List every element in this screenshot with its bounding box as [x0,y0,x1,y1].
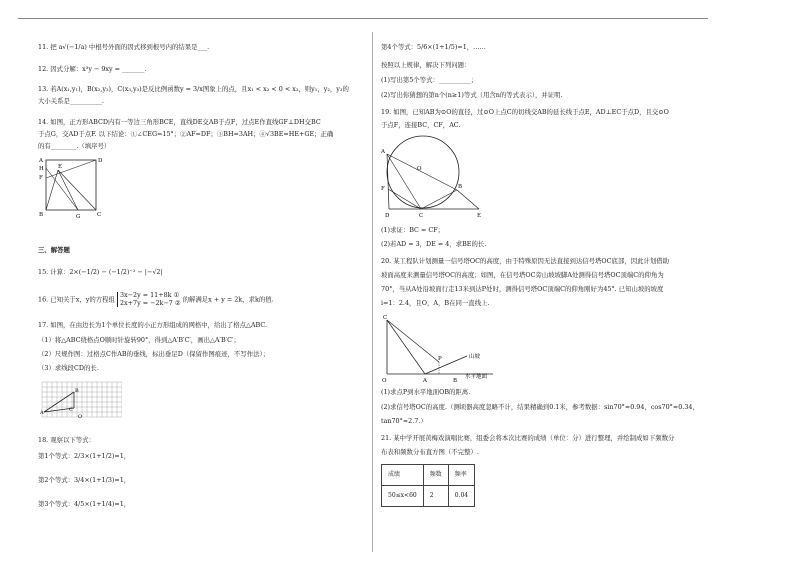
fig20-label-slope: 山坡 [469,354,481,360]
question-20-line3: 70°，当从A处沿坡面行走13米到达P处时，测得信号塔OC顶端C的仰角刚好为45°. 已知山坡的坡度 [381,285,664,293]
fig14-label-F: F [39,175,43,181]
figure-20-tower [381,312,511,384]
figure-14-square [38,156,108,222]
question-18: 18. 观察以下等式： [38,436,95,444]
fig20-label-ground: 水平地面 [465,374,488,380]
equation-2: 第2个等式：3/4×(1+1/3)=1， [38,476,131,484]
eq3-fraction: 4/5 [74,500,85,508]
question-14-line3: 的有________.（填序号） [38,142,111,150]
eq3-paren: (1+1/4) [89,500,115,508]
fig19-label-B: B [458,184,463,190]
question-20-part2: (2)求信号塔OC的高度.（测顷器高度忽略不计，结果精确到0.1米，参考数据：sin70°≈0.94，cos70°≈0.34， [381,403,699,411]
equation-3: 第3个等式：4/5×(1+1/4)=1， [38,500,131,508]
section-heading-3: 三、解答题 [38,246,70,254]
table-cell: 0.04 [448,486,474,507]
eq2-fraction: 3/4 [74,476,85,484]
question-19-line2: 于点F，连接BC，CF，AC. [381,121,461,129]
fig19-label-E: E [477,213,482,218]
eq3-label: 第3个等式： [38,500,75,508]
question-17-part3: （3）求线段CD的长. [38,364,99,372]
fig19-label-A: A [381,149,385,155]
q16-suffix: 的解满足x + y = 2k，求k的值. [182,295,274,304]
table-header-cell: 频数 [423,465,448,486]
question-20-line4: i=1：2.4，且O，A，B在同一直线上. [381,299,490,307]
frequency-table [381,464,475,507]
fig20-label-C: C [383,315,388,321]
question-21-line1: 21. 某中学开展黄梅戏演唱比赛，组委会将本次比赛的成绩（单位：分）进行整理，并绘制成如下频数分 [381,434,675,442]
q18-instruction: 按照以上规律，解决下列问题： [381,61,471,69]
fig14-label-C: C [97,212,102,218]
question-13-line1: 13. 若A(x₁,y₁)，B(x₂,y₂)，C(x₃,y₃)是反比例函数y = 3/x图象上的点，且x₁ < x₂ < 0 < x₃，则y₁，y₂，y₃的 [38,85,349,93]
question-20-part1: (1)求点P到水平地面OB的距离. [381,388,471,396]
q16-eq1: 3x−2y = 11+8k ① [119,291,180,299]
figure-19-circle [381,132,491,218]
equation-4: 第4个等式：5/6×(1+1/5)=1，…… [381,43,486,51]
question-20-part2-cont: tan70°≈2.7.） [381,417,427,425]
top-rule [18,18,708,19]
fig14-label-A: A [39,158,43,164]
table-header-cell: 成绩 [382,465,424,486]
question-14-line2: 于点G，交AD于点F. 以下结论：①∠CEG=15°；②AF=DF；③BH=3AH；④√3BE=HE+GE；正确 [38,130,334,138]
fig17-label-C: C [69,407,73,413]
question-14-line1: 14. 如图，正方形ABCD内有一等边三角形BCE，直线DE交AB于点F，过点E作直线GF⊥DH交BC [38,118,321,126]
fig17-label-O: O [78,414,83,420]
eq2-paren: (1+1/3) [89,476,115,484]
fig14-label-B: B [39,212,44,218]
fig14-label-H: H [39,166,44,172]
question-19-part1: (1)求证：BC = CF； [381,226,445,234]
eq1-label: 第1个等式： [38,452,75,460]
table-header-row [382,465,475,486]
question-20-line2: 坡面高度来测量信号塔OC的高度；如图，在信号塔OC旁山坡坡脚A处测得信号塔OC顶端C的仰角为 [381,271,664,279]
question-16 [38,292,274,307]
question-19-part2: (2)若AD = 3，DE = 4，求BE的长. [381,240,487,248]
q18-part2: (2)写出你猜想的第n个(n≥1)等式（用含n的等式表示），并证明. [381,91,563,99]
question-15: 15. 计算：2×(−1/2) − (−1/2)⁻² − |−√2| [38,268,163,276]
question-21-line2: 布表和频数分布直方图（不完整）. [381,448,479,456]
question-17-part2: （2）尺规作图：过格点C作AB的垂线，标出垂足D（保留作图痕迹，不写作法）； [38,350,270,358]
eq1-fraction: 2/3 [74,452,85,460]
q16-prefix: 16. 已知关于x，y的方程组 [38,295,115,304]
table-cell: 50≤x<60 [382,486,424,507]
fig19-label-O: O [417,166,422,172]
fig20-label-A: A [423,378,427,384]
eq2-label: 第2个等式： [38,476,75,484]
question-12: 12. 因式分解：x³y − 9xy = _______. [38,65,147,73]
q18-part1: (1)写出第5个等式：__________； [381,76,478,84]
table-cell: 2 [423,486,448,507]
question-13-line2: 大小关系是__________. [38,97,104,105]
eq2-tail: =1， [114,476,131,484]
q16-eq2: 2x+7y = −2k−7 ② [119,298,181,307]
eq1-tail: =1， [114,452,131,460]
fig20-label-O: O [382,378,387,384]
fig19-label-F: F [381,186,385,192]
fig14-label-D: D [98,158,103,164]
fig14-label-E: E [58,164,63,170]
question-17: 17. 如图，在由边长为1个单位长度的小正方形组成的网格中，给出了格点△ABC. [38,321,268,329]
fig19-label-D: D [385,213,390,218]
equation-1: 第1个等式：2/3×(1+1/2)=1， [38,452,131,460]
eq3-tail: =1， [114,500,131,508]
figure-17-grid [40,380,122,420]
fig19-label-C: C [419,213,424,218]
fig20-label-P: P [438,356,442,362]
table-header-cell: 频率 [448,465,474,486]
fig17-label-A: A [40,410,44,416]
fig20-label-B: B [453,378,458,384]
column-divider [372,32,373,552]
table-row [382,486,475,507]
eq1-paren: (1+1/2) [89,452,115,460]
question-17-part1: （1）将△ABC绕格点O顺时针旋转90°，得到△A′B′C′，画出△A′B′C′； [38,336,240,344]
question-19-line1: 19. 如图，已知AB为⊙O的直径，过⊙O上点C的切线交AB的延长线于点E，AD⊥EC于点D，且交⊙O [381,108,669,116]
q16-system [117,292,181,307]
question-20-line1: 20. 某工程队计划测量一信号塔OC的高度，由于特殊原因无法直接到达信号塔OC底部，因此计划借助 [381,257,670,265]
fig14-label-G: G [76,214,81,220]
fig17-label-B: B [75,388,79,394]
question-11: 11. 把 a√(−1/a) 中根号外面的因式移到根号内的结果是___. [38,43,210,51]
